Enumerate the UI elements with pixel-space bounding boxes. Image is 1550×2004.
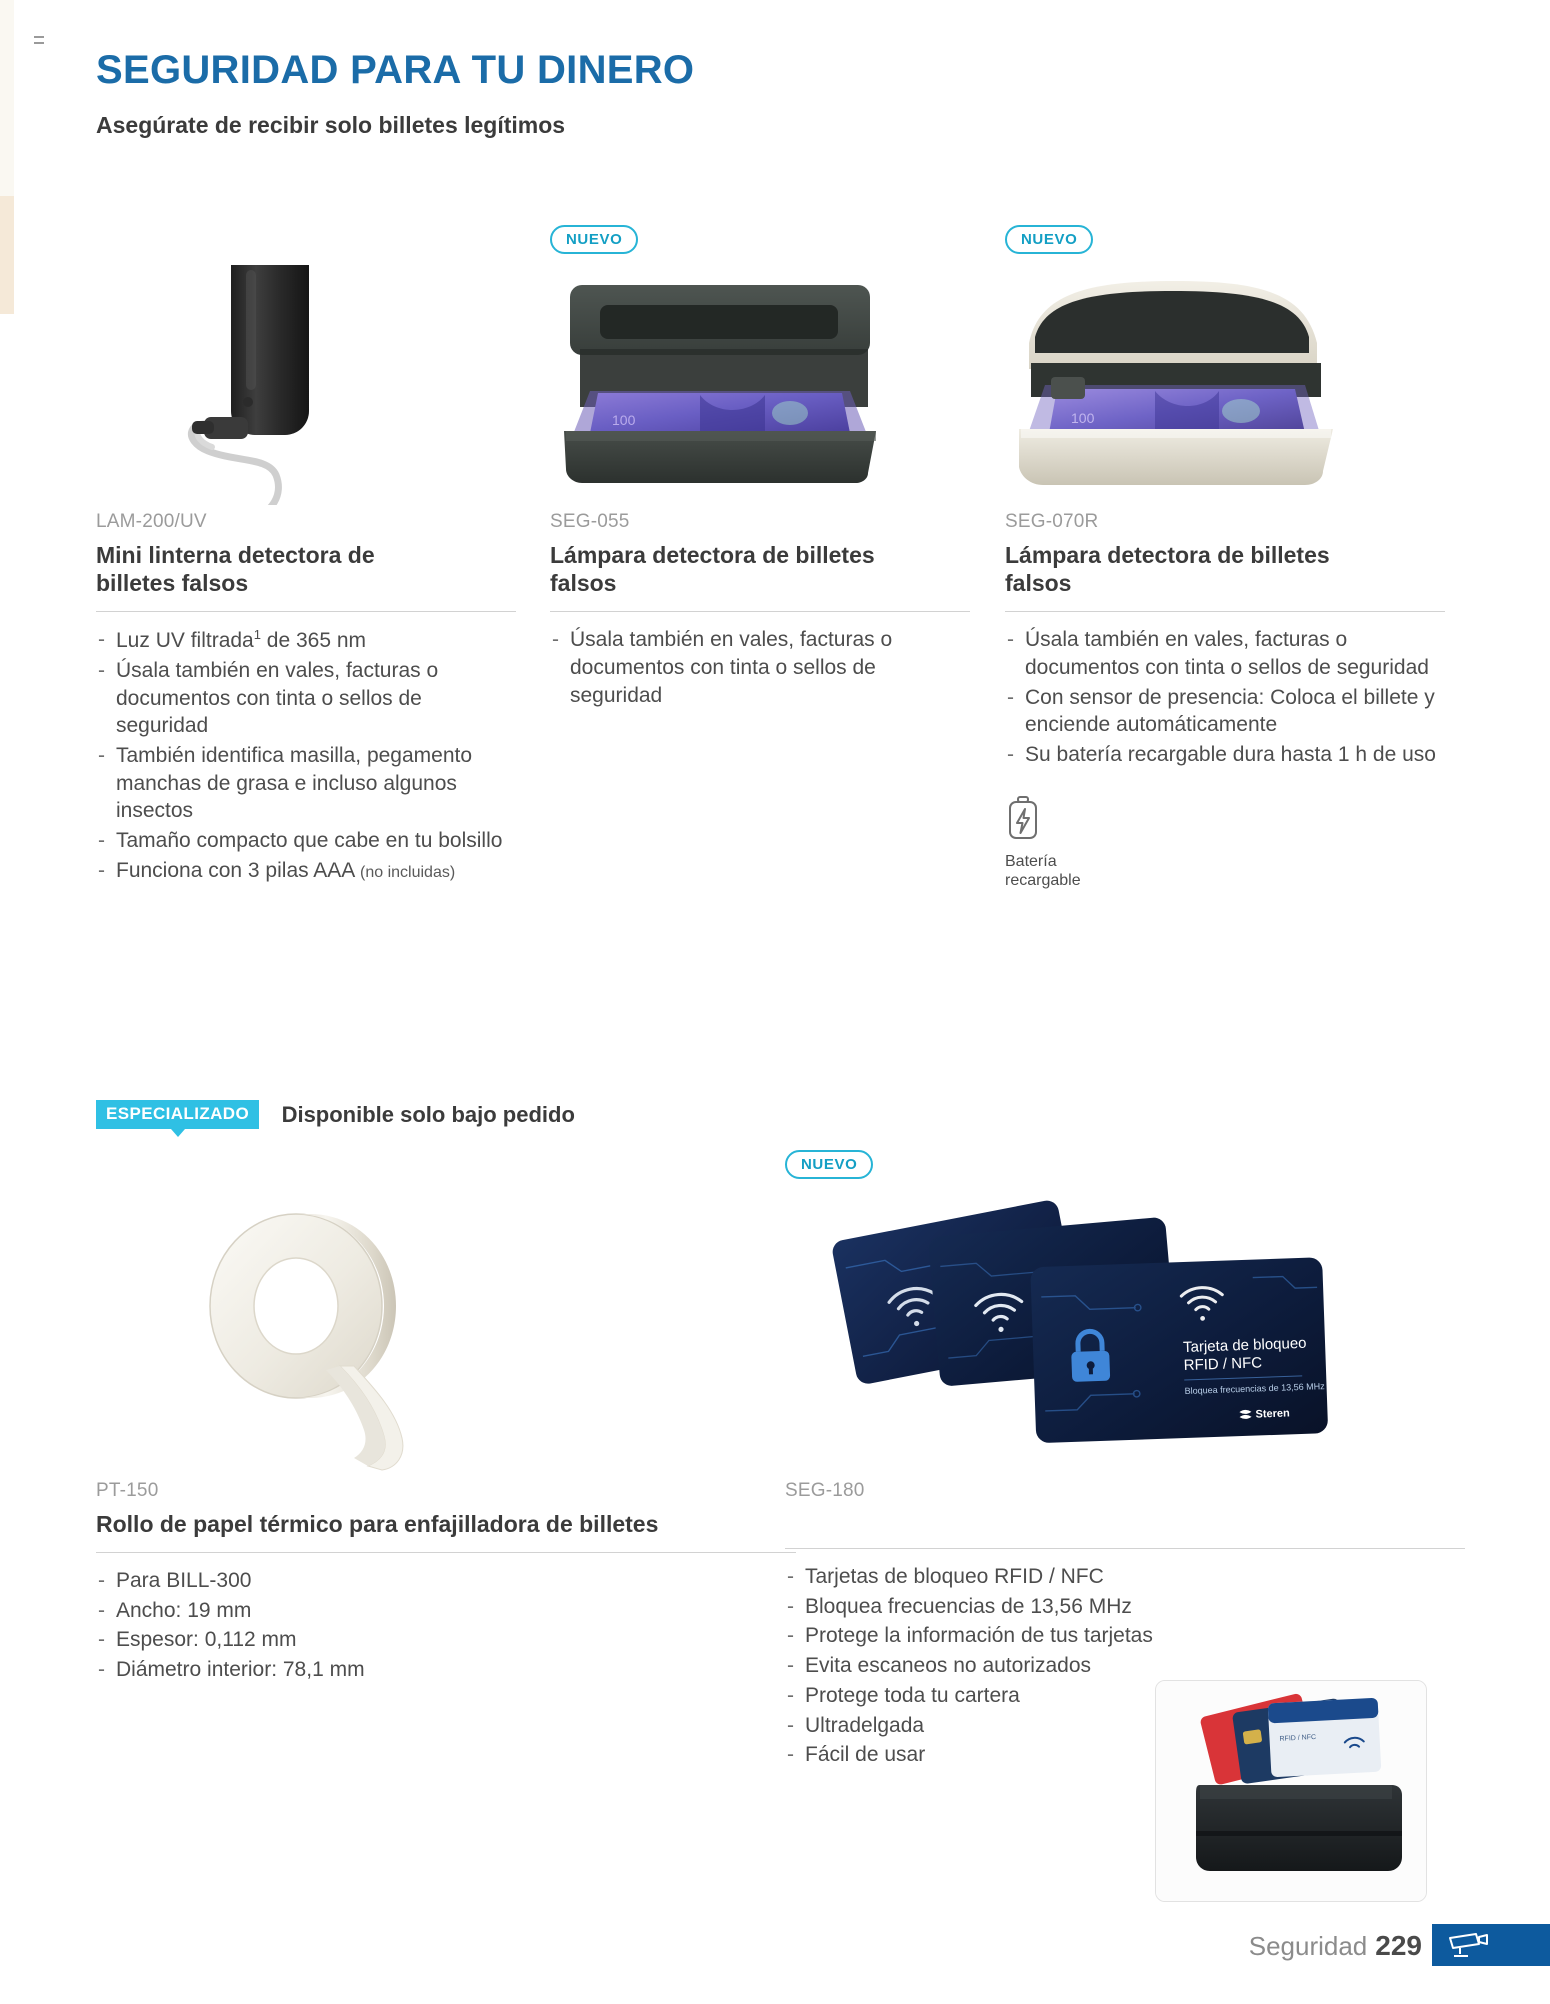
specialized-note: Disponible solo bajo pedido <box>281 1101 575 1127</box>
feature-text-2: Protege la información de tus tarjetas <box>805 1624 1153 1648</box>
product-card-seg-055 <box>550 225 970 711</box>
feature-text-0: Úsala también en vales, facturas o documentos con tinta o sellos de seguridad <box>1025 628 1429 679</box>
feature-text-3: Diámetro interior: 78,1 mm <box>116 1658 365 1682</box>
product-name: Mini linterna detectora de billetes falsos <box>96 542 375 597</box>
product-card-lam-200-uv <box>96 225 516 887</box>
list-item <box>96 1626 796 1654</box>
feature-text-0: Úsala también en vales, facturas o documentos con tinta o sellos de seguridad <box>570 628 893 707</box>
corner-tick-1 <box>34 36 44 38</box>
list-item <box>96 742 516 825</box>
uv-lamp-dark-photo <box>550 265 970 505</box>
card-subtitle: Bloquea frecuencias de 13,56 MHz <box>1184 1381 1325 1397</box>
product-name: Lámpara detectora de billetes falsos <box>550 542 875 597</box>
divider <box>1005 611 1445 612</box>
badge-slot <box>785 1150 1465 1184</box>
divider <box>550 611 970 612</box>
product-name: Rollo de papel térmico para enfajilladora de billetes <box>96 1511 659 1537</box>
page-title: SEGURIDAD PARA TU DINERO <box>96 48 695 92</box>
badge-slot <box>550 225 970 259</box>
feature-text-1: Úsala también en vales, facturas o documentos con tinta o sellos de seguridad <box>116 658 439 738</box>
feature-text-1: Bloquea frecuencias de 13,56 MHz <box>805 1594 1132 1618</box>
feature-text-2: Espesor: 0,112 mm <box>116 1628 297 1652</box>
feature-text-4: Protege toda tu cartera <box>805 1683 1020 1707</box>
footer-section-tab <box>1432 1924 1550 1966</box>
list-item <box>1005 741 1445 769</box>
new-badge: NUEVO <box>1005 225 1093 254</box>
rechargeable-battery-feature <box>1005 795 1445 890</box>
list-item <box>785 1563 1465 1591</box>
list-item <box>785 1593 1465 1621</box>
card-title-line1: Tarjeta de bloqueo <box>1182 1334 1307 1357</box>
list-item <box>96 1597 796 1625</box>
feature-text-0: Para BILL-300 <box>116 1569 252 1593</box>
feature-list <box>96 1567 796 1684</box>
feature-list <box>550 626 970 709</box>
product-sku: SEG-070R <box>1005 511 1099 532</box>
feature-text-1: Con sensor de presencia: Coloca el billete y enciende automáticamente <box>1025 685 1435 737</box>
badge-slot <box>1005 225 1445 259</box>
thermal-paper-roll-photo <box>96 1184 796 1474</box>
specialized-badge: ESPECIALIZADO <box>96 1100 259 1129</box>
product-name: Lámpara detectora de billetes falsos <box>1005 542 1330 597</box>
feature-text-2: Su batería recargable dura hasta 1 h de uso <box>1025 742 1436 766</box>
feature-text-6: Fácil de usar <box>805 1743 926 1767</box>
product-card-pt-150 <box>96 1150 796 1686</box>
svg-text:RFID / NFC: RFID / NFC <box>1279 1733 1317 1743</box>
footer-section-label <box>1249 1930 1422 1962</box>
battery-label-line1: Batería <box>1005 852 1057 870</box>
page-footer <box>0 1930 1550 1974</box>
list-item <box>785 1622 1465 1650</box>
footer-page-number: 229 <box>1375 1930 1422 1961</box>
product-sku: SEG-180 <box>785 1480 865 1501</box>
battery-label <box>1005 852 1445 890</box>
list-item <box>96 626 516 655</box>
divider <box>96 1552 796 1553</box>
feature-text-3: Tamaño compacto que cabe en tu bolsillo <box>116 829 503 853</box>
product-card-seg-180 <box>785 1150 1465 1771</box>
divider <box>96 611 516 612</box>
corner-tick-2 <box>34 42 44 44</box>
divider <box>785 1548 1465 1549</box>
page-edge-marker-second <box>0 196 14 314</box>
footer-section-name: Seguridad <box>1248 1931 1368 1961</box>
list-item <box>550 626 970 709</box>
feature-text-2: También identifica masilla, pegamento manchas de grasa e incluso algunos insectos <box>116 743 473 823</box>
page-subtitle: Asegúrate de recibir solo billetes legítimos <box>96 112 566 138</box>
feature-note: (no incluidas) <box>360 863 456 881</box>
feature-text-0: Luz UV filtrada$^1$ de 365 nm <box>116 627 367 653</box>
list-item <box>96 827 516 855</box>
new-badge: NUEVO <box>550 225 638 254</box>
battery-icon <box>1005 828 1041 845</box>
specialized-banner <box>96 1100 575 1129</box>
card-title-line2: RFID / NFC <box>1183 1354 1263 1375</box>
wallet-with-cards-photo <box>1155 1680 1427 1902</box>
product-sku: PT-150 <box>96 1480 159 1501</box>
uv-flashlight-photo <box>96 265 516 505</box>
badge-slot-empty <box>96 1150 796 1184</box>
new-badge: NUEVO <box>785 1150 873 1179</box>
feature-text-0: Tarjetas de bloqueo RFID / NFC <box>805 1565 1104 1588</box>
page-edge-marker-top <box>0 0 14 196</box>
feature-text-4: Funciona con 3 pilas AAA <box>116 858 355 882</box>
svg-text:100: 100 <box>1071 410 1095 426</box>
svg-text:100: 100 <box>612 412 636 428</box>
list-item <box>96 1656 796 1684</box>
battery-label-line2: recargable <box>1005 871 1081 889</box>
list-item <box>96 657 516 740</box>
list-item <box>96 1567 796 1595</box>
feature-list <box>1005 626 1445 769</box>
feature-text-5: Ultradelgada <box>805 1713 925 1737</box>
list-item <box>96 857 516 885</box>
svg-text:Steren: Steren <box>1255 1407 1290 1421</box>
badge-slot-empty <box>96 225 516 259</box>
product-sku: SEG-055 <box>550 511 630 532</box>
list-item <box>785 1652 1465 1680</box>
feature-text-3: Evita escaneos no autorizados <box>805 1654 1092 1678</box>
rfid-blocking-cards-photo <box>785 1184 1465 1474</box>
uv-lamp-beige-photo <box>1005 265 1445 505</box>
list-item <box>1005 626 1445 681</box>
feature-text-1: Ancho: 19 mm <box>116 1598 252 1622</box>
product-sku: LAM-200/UV <box>96 511 207 532</box>
product-card-seg-070r <box>1005 225 1445 890</box>
list-item <box>1005 684 1445 739</box>
feature-list <box>96 626 516 884</box>
